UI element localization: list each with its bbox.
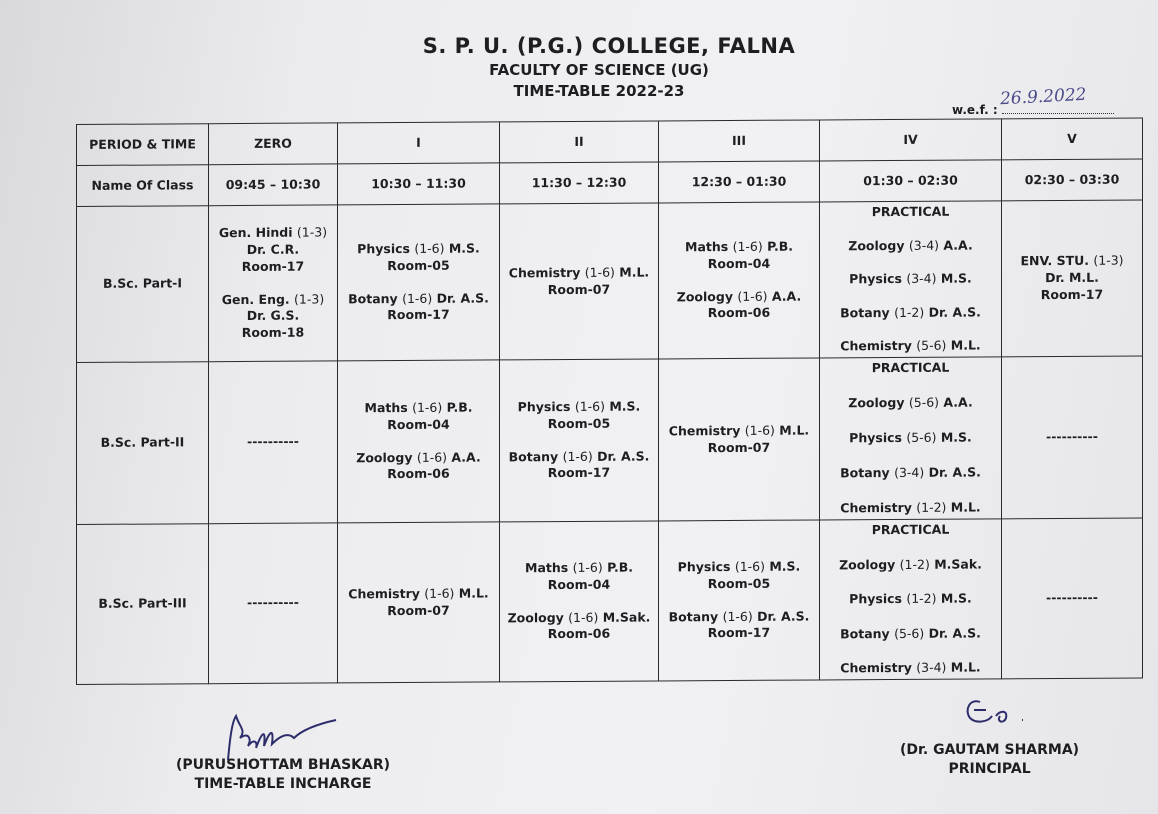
teacher: A.A. [451,449,481,465]
time-row [77,159,1143,207]
subject: Physics [849,591,902,607]
room: Room-05 [707,575,771,591]
cell-part2-iii [659,358,820,521]
group: (5-6) [906,429,937,445]
room: Room-17 [707,625,771,641]
wef-line [952,103,1114,117]
principal-title: PRINCIPAL [948,760,1031,777]
group: (1-6) [732,238,763,254]
teacher: M.L. [950,659,981,675]
room: Room-07 [707,439,771,455]
signature-right-mark [960,690,1040,734]
subject: Zoology [848,237,905,253]
practical-title: PRACTICAL [871,359,950,376]
subject: Botany [840,304,890,320]
group: (1-6) [412,399,443,415]
cell-part2-iv [820,357,1002,520]
teacher: M.S. [940,270,972,286]
practical-list [824,521,997,677]
group: (1-6) [744,422,775,438]
room: Room-04 [547,576,611,592]
practical-title: PRACTICAL [871,203,950,220]
header-v: V [1002,118,1143,160]
teacher: P.B. [767,238,793,254]
subject: Physics [849,430,902,446]
college-name: S. P. U. (P.G.) COLLEGE, FALNA [422,34,796,58]
teacher: Dr. A.S. [928,304,981,320]
teacher: M.S. [609,398,641,414]
group: (1-6) [572,559,603,575]
class-name: B.Sc. Part-I [77,206,209,363]
subject: Maths [685,238,729,255]
teacher: M.L. [779,422,810,438]
room: Room-07 [387,602,450,618]
cell-part1-zero [209,205,338,362]
room: Room-04 [707,255,771,271]
group: (1-3) [294,290,325,307]
period-header-row [77,118,1143,166]
subject: Botany [668,608,719,624]
class-name: B.Sc. Part-II [77,362,209,525]
table-row-part3 [77,518,1143,685]
subject: Chemistry [840,660,912,676]
principal-name: (Dr. GAUTAM SHARMA) [900,742,1080,758]
group: (3-4) [908,237,940,253]
wef-date-handwritten: 26.9.2022 [999,84,1087,110]
teacher: Dr. A.S. [597,447,650,464]
room: Room-05 [547,415,611,431]
signature-left [176,756,390,794]
group: (1-6) [584,264,615,280]
header-iii: III [659,120,820,162]
header-iv: IV [820,119,1002,161]
group: (1-6) [574,398,605,414]
room: Room-17 [1040,286,1104,303]
group: (1-6) [737,288,768,304]
practical-list [824,203,997,355]
cell-part2-v: ---------- [1002,356,1143,519]
document-header [0,34,1158,100]
incharge-name: (PURUSHOTTAM BHASKAR) [176,757,391,773]
teacher: Dr. A.S. [757,608,810,624]
teacher: M.L. [950,337,981,353]
subject: Botany [840,465,890,481]
cell-part2-ii [500,359,659,522]
cell-part2-i [338,360,500,523]
practical-title: PRACTICAL [871,521,950,538]
cell-part1-ii [500,203,659,360]
teacher: Dr. M.L. [1045,269,1099,286]
header-ii: II [500,121,659,163]
teacher: P.B. [446,399,473,415]
group: (1-6) [414,240,445,256]
time-v: 02:30 – 03:30 [1002,159,1143,201]
wef-label: w.e.f. : [952,103,998,117]
teacher: Dr. A.S. [436,289,489,306]
header-i: I [338,122,500,164]
cell-part3-i [338,522,500,683]
header-zero: ZERO [209,123,338,165]
time-iii: 12:30 – 01:30 [659,161,820,203]
group: (3-4) [894,464,925,481]
group: (1-6) [722,608,753,624]
cell-part2-zero: ---------- [209,361,338,524]
group: (1-6) [424,585,455,601]
subject: Zoology [848,394,905,411]
group: (1-6) [402,290,433,306]
group: (3-4) [916,659,947,675]
practical-list [824,359,997,517]
room: Room-17 [547,465,611,481]
subject: Botany [508,448,559,464]
group: (1-6) [734,558,765,574]
class-name: B.Sc. Part-III [77,524,209,685]
teacher: M.S. [940,429,972,445]
subject: Zoology [507,609,564,625]
subject: Zoology [676,288,733,304]
group: (5-6) [916,337,947,353]
table-row-part2 [77,356,1143,525]
time-iv: 01:30 – 02:30 [820,160,1002,202]
cell-part3-v: ---------- [1002,518,1143,679]
room: Room-06 [707,305,771,321]
teacher: Dr. C.R. [246,241,300,257]
teacher: M.S. [769,558,801,574]
subject: Botany [348,290,398,306]
teacher: M.S. [940,590,972,606]
cell-part3-ii [500,521,659,682]
teacher: A.A. [943,237,973,253]
incharge-title: TIME-TABLE INCHARGE [194,775,372,792]
room: Room-18 [241,324,305,341]
group: (1-2) [899,556,930,572]
teacher: P.B. [607,559,633,575]
subject: Chemistry [840,338,912,354]
teacher: A.A. [943,394,973,410]
room: Room-07 [547,281,611,297]
teacher: A.A. [771,288,802,304]
room: Room-17 [241,258,305,274]
wef-dotted-line [1002,105,1114,114]
teacher: M.Sak. [934,555,982,572]
cell-part3-zero: ---------- [209,523,338,684]
group: (5-6) [908,394,940,410]
teacher: M.L. [619,264,650,280]
subject: ENV. STU. [1020,252,1090,269]
group: (5-6) [894,625,925,641]
subject: Physics [677,558,731,575]
table-row-part1 [77,200,1143,363]
room: Room-06 [387,466,450,482]
group: (1-2) [894,304,925,320]
group: (3-4) [906,270,937,286]
time-i: 10:30 – 11:30 [338,163,500,205]
cell-part1-iii [659,202,820,359]
timetable-title: TIME-TABLE 2022-23 [513,82,685,100]
time-ii: 11:30 – 12:30 [500,162,659,204]
subject: Chemistry [348,585,420,601]
cell-part1-i [338,204,500,361]
subject: Chemistry [840,500,912,516]
header-period-time: PERIOD & TIME [77,124,209,166]
teacher: M.L. [458,585,489,601]
group: (1-2) [906,590,937,606]
teacher: Dr. A.S. [928,625,981,641]
subject: Physics [849,271,902,287]
teacher: M.L. [950,499,981,515]
teacher: Dr. G.S. [246,308,300,324]
group: (1-2) [916,499,947,515]
group: (1-6) [568,609,599,625]
subject: Botany [840,625,890,641]
subject: Zoology [356,449,413,465]
subject: Maths [525,559,569,576]
subject: Maths [364,399,408,415]
teacher: Dr. A.S. [928,464,981,480]
subject: Chemistry [508,264,581,280]
subject: Zoology [839,556,896,572]
timetable-grid [76,117,1143,685]
group: (1-3) [1093,252,1124,268]
group: (1-6) [416,449,448,465]
subject: Chemistry [668,422,741,439]
subject: Gen. Hindi [218,224,293,241]
room: Room-04 [387,416,450,432]
subject: Gen. Eng. [221,291,290,307]
room: Room-05 [387,257,450,273]
faculty-name: FACULTY OF SCIENCE (UG) [489,61,709,79]
group: (1-6) [562,448,593,464]
room: Room-17 [387,307,450,323]
subject: Physics [357,240,410,257]
name-of-class-label: Name Of Class [77,165,209,207]
time-zero: 09:45 – 10:30 [209,164,338,206]
cell-part1-v [1002,200,1143,357]
room: Room-06 [547,626,611,642]
subject: Physics [517,398,571,415]
cell-part1-iv [820,201,1002,358]
cell-part3-iii [659,520,820,681]
group: (1-3) [296,224,328,240]
teacher: M.S. [448,240,480,256]
cell-part3-iv [820,519,1002,680]
signature-right [900,741,1079,779]
teacher: M.Sak. [602,608,651,625]
